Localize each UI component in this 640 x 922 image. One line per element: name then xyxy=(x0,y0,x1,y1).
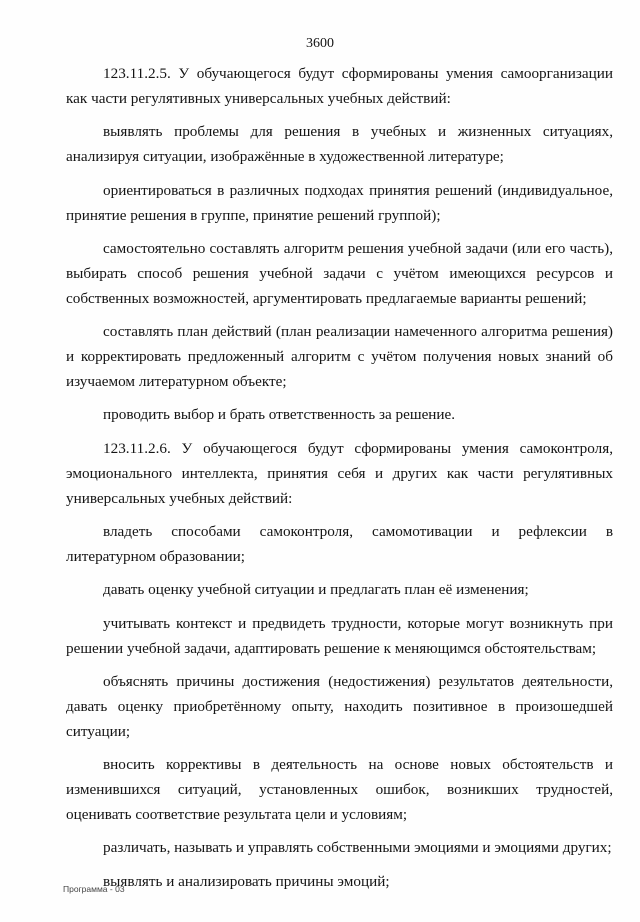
paragraph-item: владеть способами самоконтроля, самомотивации и рефлексии в литературном образовании; xyxy=(66,523,613,565)
paragraph-item: вносить коррективы в деятельность на основе новых обстоятельств и изменившихся ситуаций, установленных ошибок, возникших трудностей, оценивать соответствие результата цели и условиям; xyxy=(66,756,613,824)
paragraph-section-123-11-2-6: 123.11.2.6. У обучающегося будут сформированы умения самоконтроля, эмоционального интеллекта, принятия себя и других как части регулятивных универсальных учебных действий: xyxy=(66,439,613,507)
paragraph-item: учитывать контекст и предвидеть трудности, которые могут возникнуть при решении учебной задачи, адаптировать решение к меняющимся обстоятельствам; xyxy=(66,614,613,657)
paragraph-item: самостоятельно составлять алгоритм решения учебной задачи (или его часть), выбирать способ решения учебной задачи с учётом имеющихся ресурсов и собственных возможностей, аргументировать предлагаемые варианты решений; xyxy=(66,239,613,307)
paragraph-item: проводить выбор и брать ответственность за решение. xyxy=(103,406,456,424)
paragraph-section-123-11-2-5: 123.11.2.5. У обучающегося будут сформированы умения самоорганизации как части регулятивных универсальных учебных действий: xyxy=(66,65,613,107)
paragraph-item: давать оценку учебной ситуации и предлагать план её изменения; xyxy=(103,581,529,599)
paragraph-item: выявлять и анализировать причины эмоций; xyxy=(103,872,390,890)
footer-label: Программа - 03 xyxy=(63,884,125,894)
paragraph-item: объяснять причины достижения (недостижения) результатов деятельности, давать оценку приобретённому опыту, находить позитивное в произошедшей ситуации; xyxy=(66,673,613,740)
document-body xyxy=(66,62,613,895)
paragraph-item: составлять план действий (план реализации намеченного алгоритма решения) и корректировать предложенный алгоритм с учётом получения новых знаний об изучаемом литературном объекте; xyxy=(66,323,613,390)
paragraph-item: различать, называть и управлять собственными эмоциями и эмоциями других; xyxy=(103,839,612,857)
paragraph-item: ориентироваться в различных подходах принятия решений (индивидуальное, принятие решения в группе, принятие решений группой); xyxy=(66,181,613,224)
page-number: 3600 xyxy=(306,36,334,51)
paragraph-item: выявлять проблемы для решения в учебных и жизненных ситуациях, анализируя ситуации, изображённые в художественной литературе; xyxy=(66,123,613,166)
